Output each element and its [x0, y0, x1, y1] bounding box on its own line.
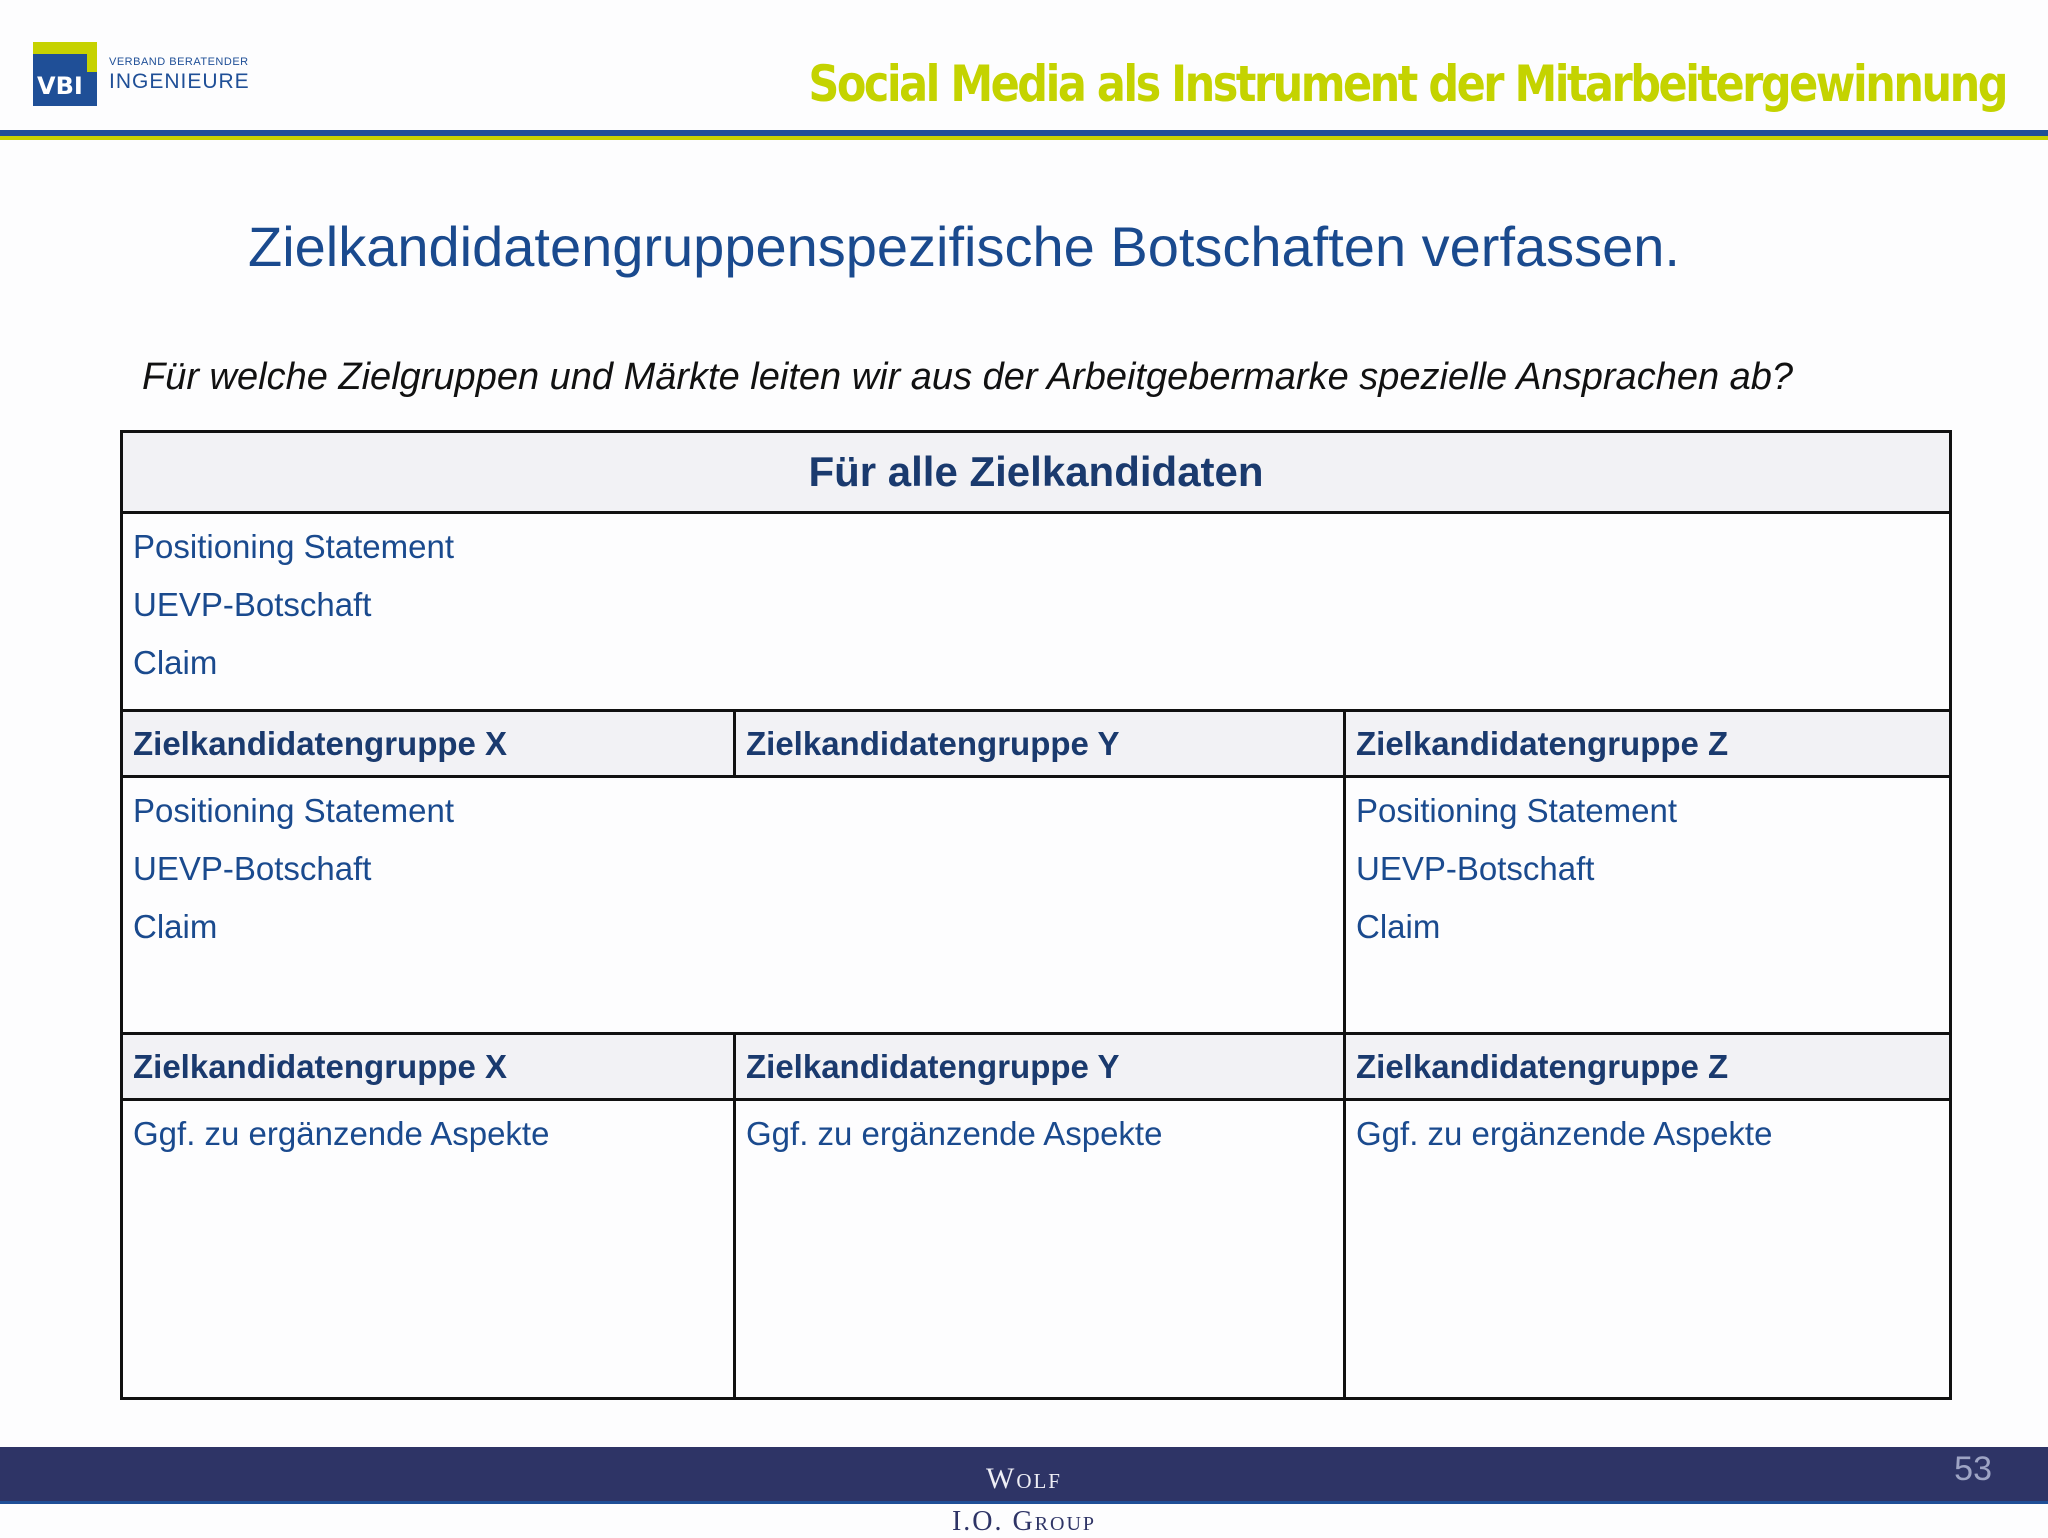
- footer-brand-line2: I.O. Group: [951, 1506, 1097, 1537]
- group-header-label: Zielkandidatengruppe Z: [1356, 724, 1729, 762]
- aspect-text: Ggf. zu ergänzende Aspekte: [1356, 1115, 1773, 1152]
- all-candidates-cell: [123, 514, 1949, 709]
- aspects-cell-z: [1343, 1101, 1952, 1397]
- group-z-content: [1343, 778, 1952, 1032]
- footer-brand-line1: Wolf: [986, 1462, 1062, 1495]
- group-header-y: [733, 1035, 1343, 1098]
- logo-small-text: VERBAND BERATENDER: [109, 55, 249, 68]
- table-row-group-headers-2: [123, 1035, 1949, 1101]
- all-candidates-header: Für alle Zielkandidaten: [808, 448, 1264, 495]
- list-item: Claim: [133, 644, 218, 681]
- group-header-x: [123, 1035, 733, 1098]
- table-row-group-content: [123, 778, 1949, 1035]
- slide-title: Zielkandidatengruppenspezifische Botschaften verfassen.: [248, 215, 1680, 278]
- logo-wordmark: [109, 57, 250, 92]
- list-item: UEVP-Botschaft: [133, 850, 372, 887]
- group-header-label: Zielkandidatengruppe Z: [1356, 1047, 1729, 1085]
- aspect-text: Ggf. zu ergänzende Aspekte: [133, 1115, 550, 1152]
- list-item: UEVP-Botschaft: [1356, 850, 1595, 887]
- list-item: UEVP-Botschaft: [133, 586, 372, 623]
- header-title: Social Media als Instrument der Mitarbeitergewinnung: [808, 56, 2006, 114]
- vbi-logo-mark: [33, 42, 97, 106]
- logo-big-text: INGENIEURE: [109, 69, 250, 93]
- vbi-logo: [33, 42, 250, 106]
- table-row-aspects: [123, 1101, 1949, 1397]
- header-rule-green: [0, 136, 2048, 140]
- slide-question: Für welche Zielgruppen und Märkte leiten wir aus der Arbeitgebermarke spezielle Ansprachen ab?: [142, 356, 1794, 398]
- footer-rule: [0, 1501, 2048, 1504]
- list-item: Positioning Statement: [133, 528, 455, 565]
- aspect-text: Ggf. zu ergänzende Aspekte: [746, 1115, 1163, 1152]
- table-row-all-header: [123, 433, 1949, 514]
- table-row-group-headers-1: [123, 712, 1949, 778]
- group-header-x: [123, 712, 733, 775]
- list-item: Positioning Statement: [133, 792, 455, 829]
- list-item: Claim: [1356, 908, 1441, 945]
- aspects-cell-x: [123, 1101, 733, 1397]
- group-header-z: [1343, 1035, 1952, 1098]
- group-header-y: [733, 712, 1343, 775]
- aspects-cell-y: [733, 1101, 1343, 1397]
- page-number: 53: [1954, 1450, 1992, 1488]
- table-row-all-content: [123, 514, 1949, 712]
- group-header-label: Zielkandidatengruppe X: [133, 724, 508, 762]
- group-header-label: Zielkandidatengruppe X: [133, 1047, 508, 1085]
- group-header-z: [1343, 712, 1952, 775]
- group-header-label: Zielkandidatengruppe Y: [746, 724, 1120, 762]
- group-header-label: Zielkandidatengruppe Y: [746, 1047, 1120, 1085]
- messages-table: [120, 430, 1952, 1400]
- logo-mark-text: VBI: [37, 72, 83, 100]
- list-item: Claim: [133, 908, 218, 945]
- list-item: Positioning Statement: [1356, 792, 1678, 829]
- group-xy-content: [123, 778, 1343, 1032]
